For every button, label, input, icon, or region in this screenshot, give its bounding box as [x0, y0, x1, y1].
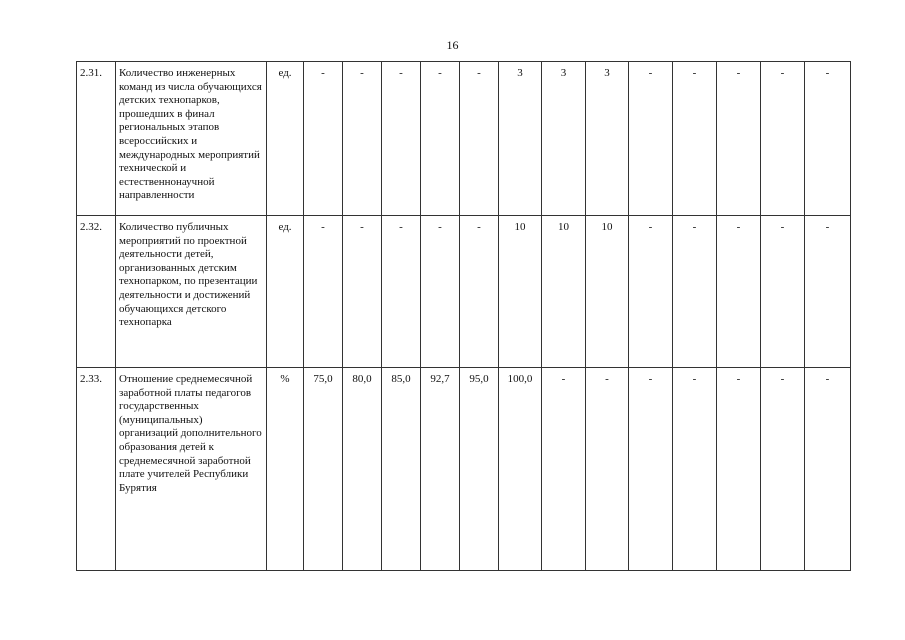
- value-cell: -: [460, 216, 499, 368]
- value-cell: -: [304, 62, 343, 216]
- value-cell: -: [761, 368, 805, 571]
- indicator-name: Количество публичных мероприятий по проектной деятельности детей, организованных детским технопарком, по презентации деятельности и достижений обучающихся детского технопарка: [116, 216, 267, 368]
- value-cell: -: [586, 368, 629, 571]
- value-cell: -: [717, 216, 761, 368]
- table-row: [77, 216, 851, 368]
- value-cell: 3: [586, 62, 629, 216]
- value-cell: -: [304, 216, 343, 368]
- value-cell: -: [805, 216, 851, 368]
- indicators-table: [76, 61, 851, 571]
- row-number: 2.32.: [77, 216, 116, 368]
- value-cell: -: [717, 368, 761, 571]
- indicator-name: Отношение среднемесячной заработной платы педагогов государственных (муниципальных) организаций дополнительного образования детей к среднемесячной заработной плате учителей Республики Бурятия: [116, 368, 267, 571]
- unit-cell: ед.: [267, 216, 304, 368]
- page-number: 16: [446, 38, 459, 52]
- value-cell: 75,0: [304, 368, 343, 571]
- value-cell: 80,0: [343, 368, 382, 571]
- value-cell: -: [805, 62, 851, 216]
- value-cell: -: [673, 62, 717, 216]
- value-cell: -: [761, 216, 805, 368]
- value-cell: -: [343, 216, 382, 368]
- table-row: [77, 368, 851, 571]
- value-cell: -: [421, 62, 460, 216]
- value-cell: -: [761, 62, 805, 216]
- indicator-name: Количество инженерных команд из числа обучающихся детских технопарков, прошедших в финал региональных этапов всероссийских и международных мероприятий технической и естественнонаучной направленности: [116, 62, 267, 216]
- value-cell: 10: [542, 216, 586, 368]
- value-cell: -: [805, 368, 851, 571]
- value-cell: 95,0: [460, 368, 499, 571]
- table-row: [77, 62, 851, 216]
- value-cell: -: [421, 216, 460, 368]
- value-cell: 92,7: [421, 368, 460, 571]
- value-cell: -: [629, 216, 673, 368]
- value-cell: 10: [586, 216, 629, 368]
- unit-cell: %: [267, 368, 304, 571]
- value-cell: -: [460, 62, 499, 216]
- value-cell: -: [382, 216, 421, 368]
- value-cell: -: [673, 216, 717, 368]
- value-cell: 3: [542, 62, 586, 216]
- row-number: 2.33.: [77, 368, 116, 571]
- value-cell: -: [343, 62, 382, 216]
- value-cell: -: [673, 368, 717, 571]
- value-cell: 100,0: [499, 368, 542, 571]
- value-cell: 3: [499, 62, 542, 216]
- value-cell: -: [629, 62, 673, 216]
- unit-cell: ед.: [267, 62, 304, 216]
- value-cell: -: [542, 368, 586, 571]
- value-cell: -: [382, 62, 421, 216]
- value-cell: -: [717, 62, 761, 216]
- value-cell: -: [629, 368, 673, 571]
- value-cell: 85,0: [382, 368, 421, 571]
- value-cell: 10: [499, 216, 542, 368]
- row-number: 2.31.: [77, 62, 116, 216]
